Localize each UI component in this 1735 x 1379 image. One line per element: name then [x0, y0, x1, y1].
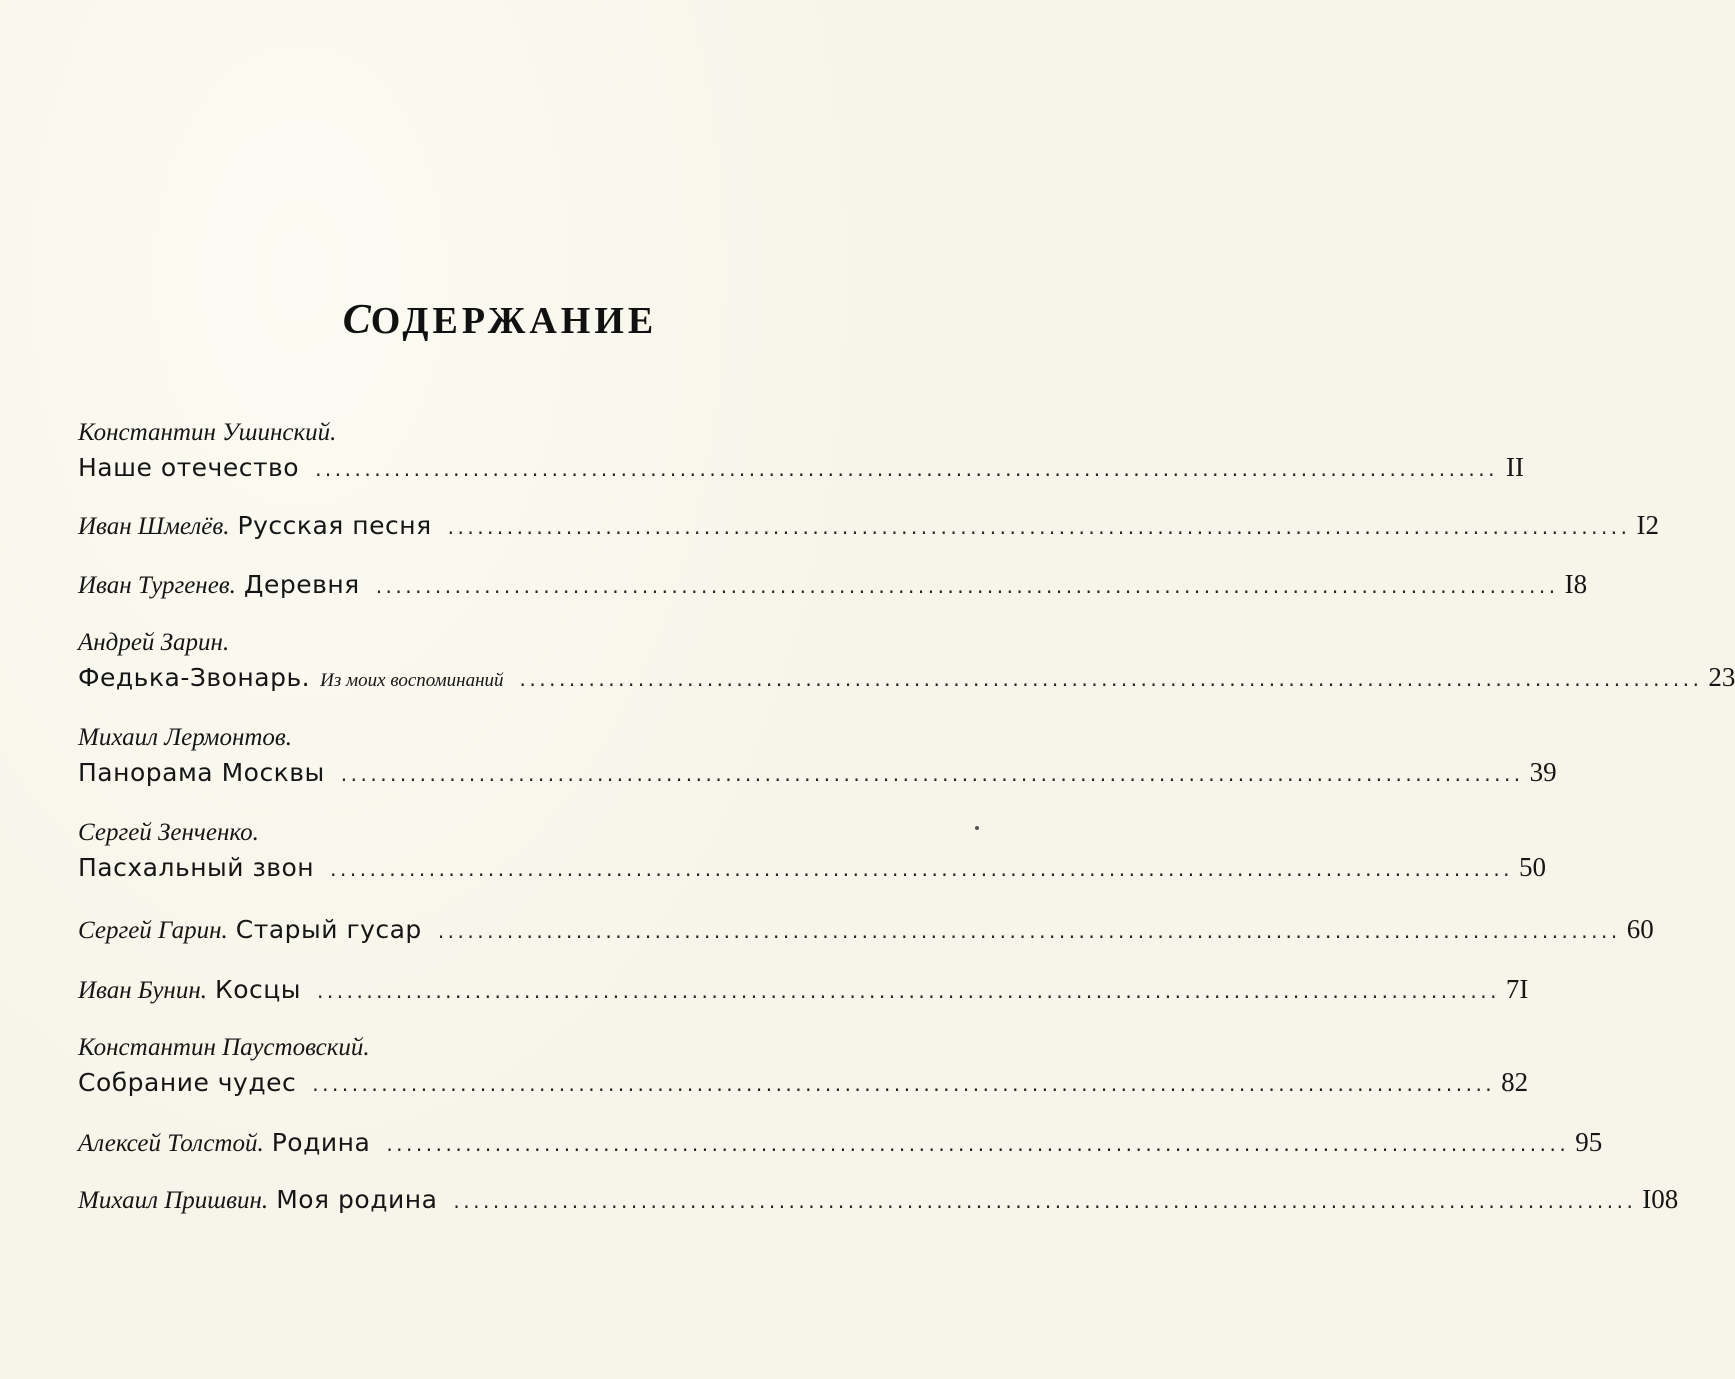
toc-entry — [78, 818, 1547, 886]
toc-entry — [78, 1033, 1529, 1101]
entry-title: Моя родина — [276, 1185, 438, 1214]
entry-title: Деревня — [243, 570, 360, 599]
entry-author: Сергей Зенченко. — [78, 819, 259, 846]
entry-author: Алексей Толстой. — [78, 1130, 264, 1157]
entry-title: Панорама Москвы — [78, 758, 325, 787]
entry-page-number: 7I — [1505, 974, 1529, 1004]
title-rest: ОДЕРЖАНИЕ — [370, 300, 658, 342]
entry-author: Иван Бунин. — [78, 977, 207, 1004]
entry-page-number: 50 — [1519, 852, 1547, 882]
toc-entry — [78, 1180, 1679, 1218]
entry-page-number: 82 — [1501, 1067, 1529, 1097]
dot-leader: ........................................................................................................................ — [315, 457, 1498, 481]
entry-page-number: 23 — [1708, 662, 1735, 692]
entry-author: Михаил Пришвин. — [78, 1187, 269, 1214]
dot-leader: ........................................................................................................................ — [317, 979, 1500, 1003]
entry-author: Иван Шмелёв. — [78, 513, 230, 540]
entry-page-number: I08 — [1642, 1184, 1679, 1214]
toc-entry — [78, 970, 1529, 1008]
dot-leader: ........................................................................................................................ — [330, 857, 1514, 881]
entry-author: Сергей Гарин. — [78, 917, 228, 944]
entry-author: Андрей Зарин. — [78, 629, 230, 656]
entry-author: Константин Ушинский. — [78, 419, 337, 446]
toc-entry — [78, 628, 1735, 696]
dot-leader: ........................................................................................................................ — [340, 762, 1524, 786]
toc-entry — [78, 565, 1588, 603]
entry-title: Косцы — [214, 975, 302, 1004]
entry-title: Старый гусар — [235, 915, 422, 944]
entry-title: Русская песня — [237, 511, 432, 540]
dot-leader: ........................................................................................................................ — [386, 1132, 1570, 1156]
entry-page-number: 95 — [1575, 1127, 1603, 1157]
toc-entry — [78, 910, 1654, 948]
entry-title: Собрание чудес — [78, 1068, 297, 1097]
toc-entry — [78, 1123, 1603, 1161]
toc-entry — [78, 723, 1557, 791]
dot-leader: ........................................................................................................................ — [453, 1189, 1637, 1213]
entry-author: Михаил Лермонтов. — [78, 724, 293, 751]
dot-leader: ........................................................................................................................ — [375, 574, 1559, 598]
dot-leader: ........................................................................................................................ — [519, 667, 1703, 691]
entry-page-number: I2 — [1636, 510, 1660, 540]
entry-subtitle: Из моих воспоминаний — [320, 670, 504, 691]
entry-page-number: 39 — [1529, 757, 1557, 787]
entry-title: Наше отечество — [78, 453, 300, 482]
page-title — [0, 296, 1000, 344]
entry-page-number: II — [1505, 452, 1524, 482]
dot-leader: ........................................................................................................................ — [437, 919, 1621, 943]
entry-title: Федька-Звонарь. — [78, 663, 311, 692]
toc-entry — [78, 506, 1660, 544]
entry-page-number: 60 — [1626, 914, 1654, 944]
title-initial: С — [342, 297, 371, 343]
toc-entry — [78, 418, 1524, 486]
entry-author: Иван Тургенев. — [78, 572, 236, 599]
dot-leader: ........................................................................................................................ — [447, 515, 1631, 539]
entry-title: Родина — [271, 1128, 371, 1157]
paper-speck — [975, 826, 979, 830]
entry-page-number: I8 — [1564, 569, 1588, 599]
entry-title: Пасхальный звон — [78, 853, 315, 882]
entry-author: Константин Паустовский. — [78, 1034, 370, 1061]
dot-leader: ........................................................................................................................ — [312, 1072, 1496, 1096]
